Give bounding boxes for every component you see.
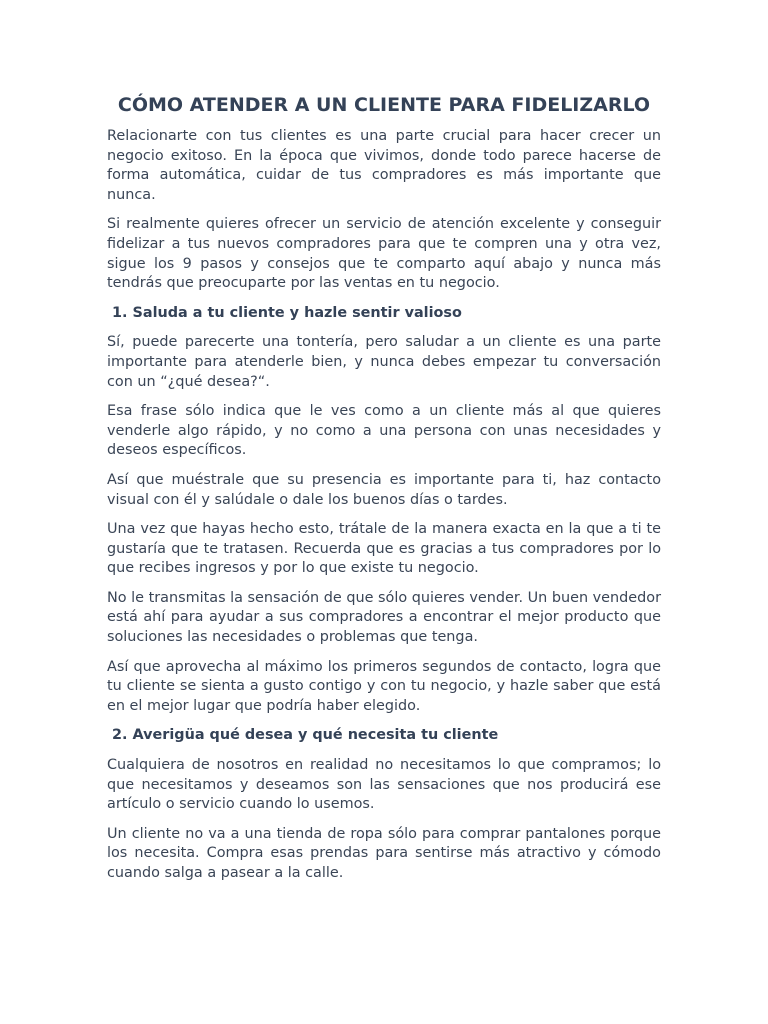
paragraph: Si realmente quieres ofrecer un servicio de atención excelente y conseguir fidelizar a tus nuevos compradores para que te compren una y otra vez, sigue los 9 pasos y consejos que te comparto aquí abajo y nunca más tendrás que preocuparte por las ventas en tu negocio.: [107, 216, 661, 292]
paragraph: Así que muéstrale que su presencia es importante para ti, haz contacto visual con él y salúdale o dale los buenos días o tardes.: [107, 471, 661, 508]
paragraph: Esa frase sólo indica que le ves como a un cliente más al que quieres venderle algo rápido, y no como a una persona con unas necesidades y deseos específicos.: [107, 403, 661, 459]
paragraph: Cualquiera de nosotros en realidad no necesitamos lo que compramos; lo que necesitamos y deseamos son las sensaciones que nos producirá ese artículo o servicio cuando lo usemos.: [107, 757, 661, 813]
document-title: CÓMO ATENDER A UN CLIENTE PARA FIDELIZARLO: [117, 94, 651, 116]
paragraph: Sí, puede parecerte una tontería, pero saludar a un cliente es una parte importante para atenderle bien, y nunca debes empezar tu conversación con un “¿qué desea?“.: [107, 334, 661, 390]
section-heading: 1. Saluda a tu cliente y hazle sentir valioso: [107, 304, 462, 321]
paragraph: No le transmitas la sensación de que sólo quieres vender. Un buen vendedor está ahí para ayudar a sus compradores a encontrar el mejor producto que soluciones las necesidades o problemas que tenga.: [107, 589, 661, 646]
paragraph: Así que aprovecha al máximo los primeros segundos de contacto, logra que tu cliente se sienta a gusto contigo y con tu negocio, y hazle saber que está en el mejor lugar que podría haber elegido.: [107, 658, 661, 714]
paragraph: Un cliente no va a una tienda de ropa sólo para comprar pantalones porque los necesita. Compra esas prendas para sentirse más atractivo y cómodo cuando salga a pasear a la calle.: [107, 825, 661, 881]
section-heading: 2. Averigüa qué desea y qué necesita tu cliente: [107, 727, 499, 744]
paragraph: Relacionarte con tus clientes es una parte crucial para hacer crecer un negocio exitoso. En la época que vivimos, donde todo parece hacerse de forma automática, cuidar de tus compradores es más importante que nunca.: [107, 128, 661, 203]
document-page: [107, 92, 661, 894]
paragraph: Una vez que hayas hecho esto, trátale de la manera exacta en la que a ti te gustaría que te tratasen. Recuerda que es gracias a tus compradores por lo que recibes ingresos y por lo que existe tu negocio.: [107, 521, 661, 577]
